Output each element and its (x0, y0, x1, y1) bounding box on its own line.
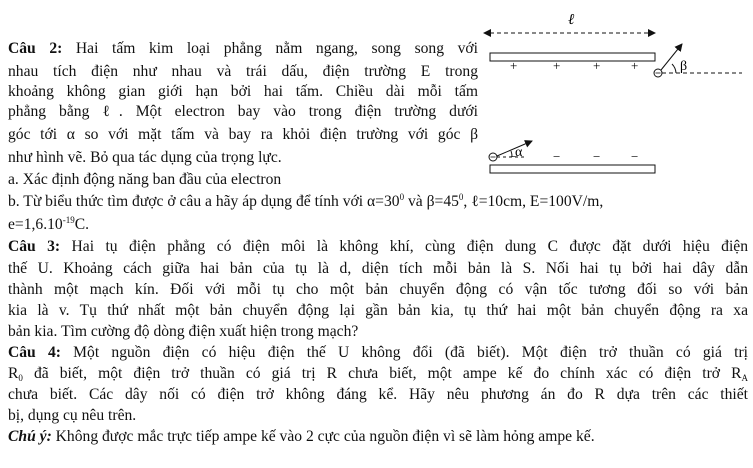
q4-line-2: $R_0$ đã biết, một điện trở thuần có giá trị R chưa biết, một ampe kế đo chính xác có điện trở $R_A$ (8, 365, 748, 383)
q3-line-1: Câu 3: Hai tụ điện phẳng có điện môi là không khí, cùng điện dung C được đặt dưới hiệu điện (8, 238, 748, 255)
length-label: ℓ (568, 12, 575, 28)
q4-note: Chú ý: Không được mắc trực tiếp ampe kế vào 2 cực của nguồn điện vì sẽ làm hỏng ampe kế. (8, 428, 595, 445)
plus-sign: + (510, 58, 518, 73)
beta-arc (672, 64, 676, 73)
q2-label: Câu 2: (8, 40, 63, 57)
minus-sign: − (631, 149, 639, 164)
note-label: Chú ý: (8, 428, 52, 445)
minus-sign: − (553, 149, 561, 164)
q4-line-4: bị, dụng cụ nêu trên. (8, 407, 137, 424)
q4-line-3: chưa biết. Các dây nối có điện trở không đáng kể. Hãy nêu phương án đo R dựa trên các thiết (8, 386, 748, 403)
q4-line-1: Câu 4: Một nguồn điện có hiệu điện thế U không đổi (đã biết). Một điện trở thuần có giá trị (8, 344, 748, 361)
q3-line-5: bản kia. Tìm cường độ dòng điện xuất hiện trong mạch? (8, 323, 359, 340)
q2-line-2: nhau tích điện như nhau và trái dấu, điện trường E trong (8, 63, 478, 80)
q2-part-b-line-2: $e=1,6.10^{-19}C$. (8, 215, 90, 233)
plus-sign: + (593, 58, 601, 73)
minus-sign: − (510, 149, 518, 164)
minus-sign: − (593, 149, 601, 164)
q3-line-3: thành một mạch kín. Đối với mỗi tụ cho một bản chuyển động có vận tốc tương đối so với bản (8, 281, 748, 298)
q3-line-2: thế U. Khoảng cách giữa hai bản của tụ là d, diện tích mỗi bản là S. Nối hai tụ bởi hai dây dẫn (8, 260, 748, 277)
q4-label: Câu 4: (8, 344, 61, 361)
alpha-label: α (515, 145, 523, 160)
q2-part-a: a. Xác định động năng ban đầu của electron (8, 171, 282, 188)
q2-line-4: phẳng bằng ℓ. Một electron bay vào trong điện trường dưới (8, 103, 478, 120)
q2-line-6: như hình vẽ. Bỏ qua tác dụng của trọng lực. (8, 149, 282, 166)
q2-line-1 (8, 40, 478, 58)
q2-text-1: Hai tấm kim loại phẳng nằm ngang, song song với (75, 40, 478, 57)
q2-part-b: b. Từ biểu thức tìm được ở câu a hãy áp dụng để tính với $\alpha=30^0$ và $\beta=45^0$, ℓ=10cm, E=100V/m, (8, 192, 604, 210)
capacitor-figure (480, 6, 748, 181)
beta-label: β (680, 59, 688, 74)
q3-label: Câu 3: (8, 238, 61, 255)
q3-line-4: kia là v. Tụ thứ nhất một bản chuyển động lại gần bản kia, tụ thứ hai một bản chuyển động ra xa (8, 302, 748, 319)
q2-line-3: khoảng không gian giới hạn bởi hai tấm. Chiều dài mỗi tấm (8, 83, 478, 100)
q2-line-5: góc tới α so với mặt tấm và bay ra khỏi điện trường với góc β (8, 126, 478, 143)
plus-sign: + (553, 58, 561, 73)
plus-sign: + (631, 58, 639, 73)
bottom-plate (490, 165, 655, 173)
exit-velocity-arrow (661, 44, 682, 70)
